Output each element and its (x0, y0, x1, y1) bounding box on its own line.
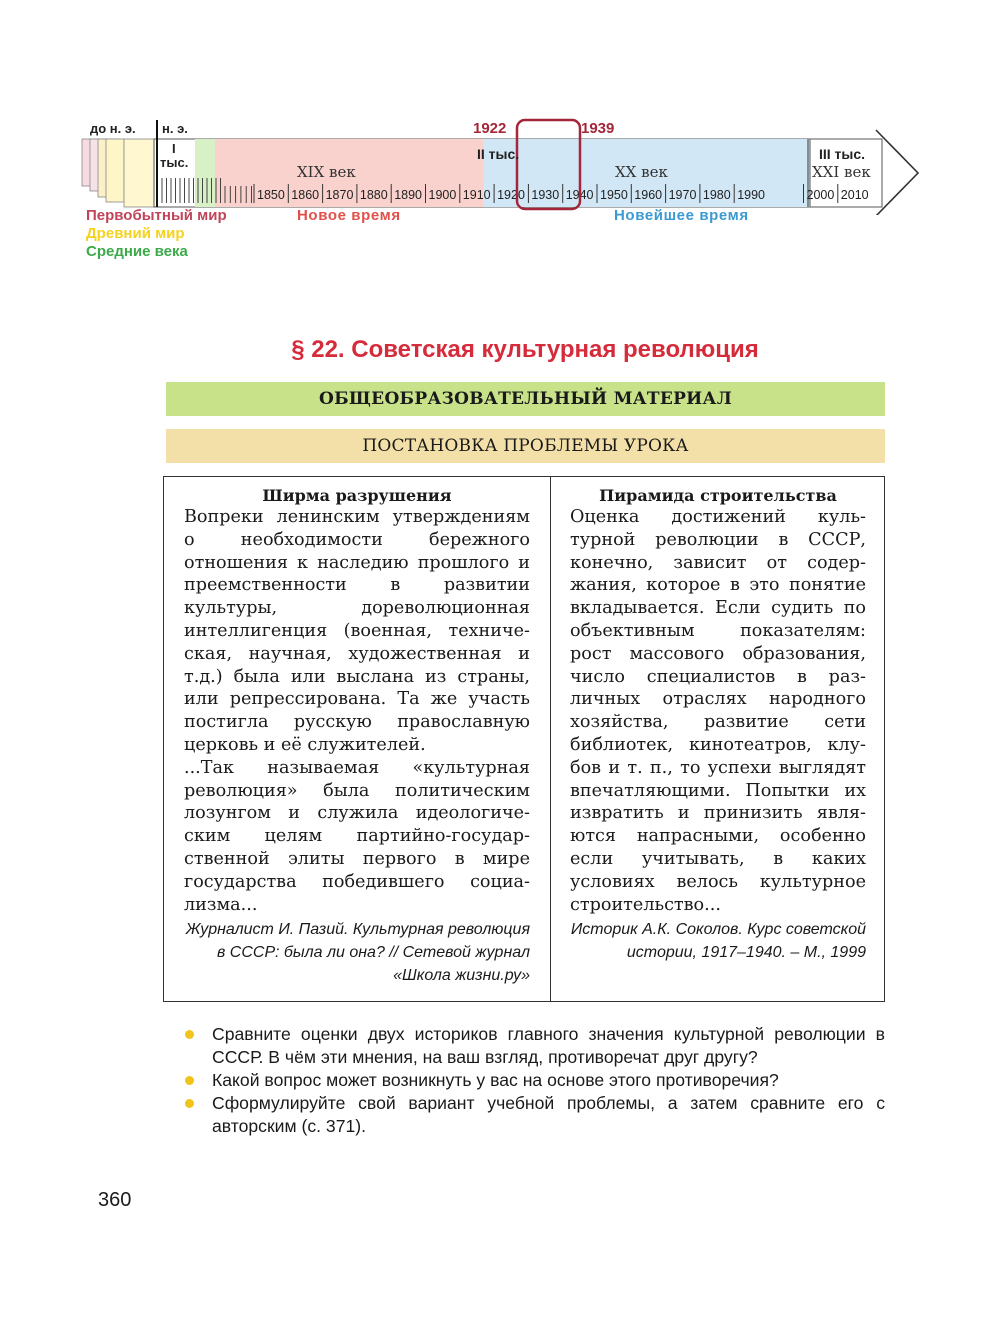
year-1922-label: 1922 (473, 120, 507, 137)
century-20-label: XX век (615, 163, 668, 181)
decade-label: 1850 (257, 188, 285, 202)
column-divider (550, 477, 551, 1001)
decade-label: 2000 (806, 188, 835, 202)
right-paragraph-1: Оценка достижений культурной революции в СССР, конечно, зависит от содержания, которое в это понятие вкладывается. Если судить по объективным показателям: рост массового образования, число специалистов в различных отраслях народного хозяйства, развитие сети библиотек, кинотеатров, клубов и т. п., то успехи выглядят впечатляющими. Попытки их извратить и принизить являются напрасными, особенно если учитывать, в каких условиях велось культурное строительство... (570, 507, 866, 915)
left-column-body (184, 506, 530, 916)
general-material-band: ОБЩЕОБРАЗОВАТЕЛЬНЫЙ МАТЕРИАЛ (166, 382, 885, 416)
first-millennium-label: I (172, 141, 176, 156)
decade-label: 1860 (291, 188, 320, 202)
third-millennium-label: III тыс. (819, 146, 866, 162)
comparison-box (163, 476, 885, 1002)
question-item (185, 1092, 885, 1138)
era-middle-ages-label: Средние века (86, 243, 188, 260)
question-text: Какой вопрос может возникнуть у вас на основе этого противоречия? (212, 1070, 779, 1090)
timeline-graphic (0, 0, 985, 215)
question-text: Сравните оценки двух историков главного значения культурной революции в СССР. В чём эти мнения, на ваш взгляд, противоречат друг другу? (212, 1024, 885, 1067)
bc-label: до н. э. (90, 121, 136, 136)
decade-label: 1980 (702, 188, 731, 202)
era-ancient-label: Древний мир (86, 225, 185, 242)
first-millennium-label-2: тыс. (160, 155, 189, 170)
century-21-label: XXI век (812, 163, 871, 181)
question-item (185, 1069, 885, 1092)
left-paragraph-1: Вопреки ленинским утверждениям о необходимости бережного отношения к наследию прошлого и преемственности в развитии культуры, дореволюционная интеллигенция (военная, техническая, научная, художественная и т.д.) была или выслана из страны, или репрессирована. Та же участь постигла русскую православную церковь и её служителей. (184, 507, 530, 755)
decade-label: 1970 (668, 188, 697, 202)
page-number: 360 (98, 1189, 132, 1211)
right-column (570, 485, 866, 964)
ancient-strip (106, 139, 124, 202)
bullet-icon (185, 1030, 194, 1039)
decade-label: 1880 (359, 188, 388, 202)
era-modern-label: Новое время (297, 207, 401, 224)
left-column-source: Журналист И. Пазий. Культурная революция в СССР: была ли она? // Сетевой журнал «Школа жизни.ру» (185, 921, 530, 985)
lesson-problem-band: ПОСТАНОВКА ПРОБЛЕМЫ УРОКА (166, 429, 885, 463)
decade-label: 1900 (428, 188, 457, 202)
ad-label: н. э. (162, 121, 188, 136)
decade-label: 1910 (462, 188, 491, 202)
era-primitive-label: Первобытный мир (86, 207, 227, 224)
decade-label: 1990 (737, 188, 766, 202)
section-title: § 22. Советская культурная революция (291, 336, 759, 363)
second-millennium-label: II тыс. (477, 146, 520, 162)
left-paragraph-2: ...Так называемая «культурная революция» была политическим лозунгом и служила идеологическим целям партийно-государственной элиты первого в мире государства победившего социализма... (184, 757, 530, 915)
year-1939-label: 1939 (581, 120, 615, 137)
decade-label: 1940 (565, 188, 594, 202)
bullet-icon (185, 1076, 194, 1085)
decade-label: 1870 (325, 188, 354, 202)
right-column-source: Историк А.К. Соколов. Курс советской истории, 1917–1940. – М., 1999 (570, 921, 866, 962)
right-column-title: Пирамида строительства (599, 486, 837, 505)
question-text: Сформулируйте свой вариант учебной проблемы, а затем сравните его с авторским (с. 371). (212, 1093, 885, 1136)
decade-label: 1950 (600, 188, 628, 202)
questions-list (185, 1023, 885, 1138)
era-contemporary-label: Новейшее время (614, 207, 749, 224)
question-item (185, 1023, 885, 1069)
timeline (0, 0, 985, 270)
decade-label: 2010 (840, 188, 869, 202)
century-19-label: XIX век (297, 163, 356, 181)
decade-label: 1920 (497, 188, 525, 202)
right-column-body (570, 506, 866, 916)
left-column-title: Ширма разрушения (262, 486, 452, 505)
decade-label: 1930 (531, 188, 560, 202)
decade-label: 1890 (394, 188, 423, 202)
left-column (184, 485, 530, 987)
decade-label: 1960 (634, 188, 663, 202)
bullet-icon (185, 1099, 194, 1108)
ancient-strip-2 (124, 139, 154, 207)
